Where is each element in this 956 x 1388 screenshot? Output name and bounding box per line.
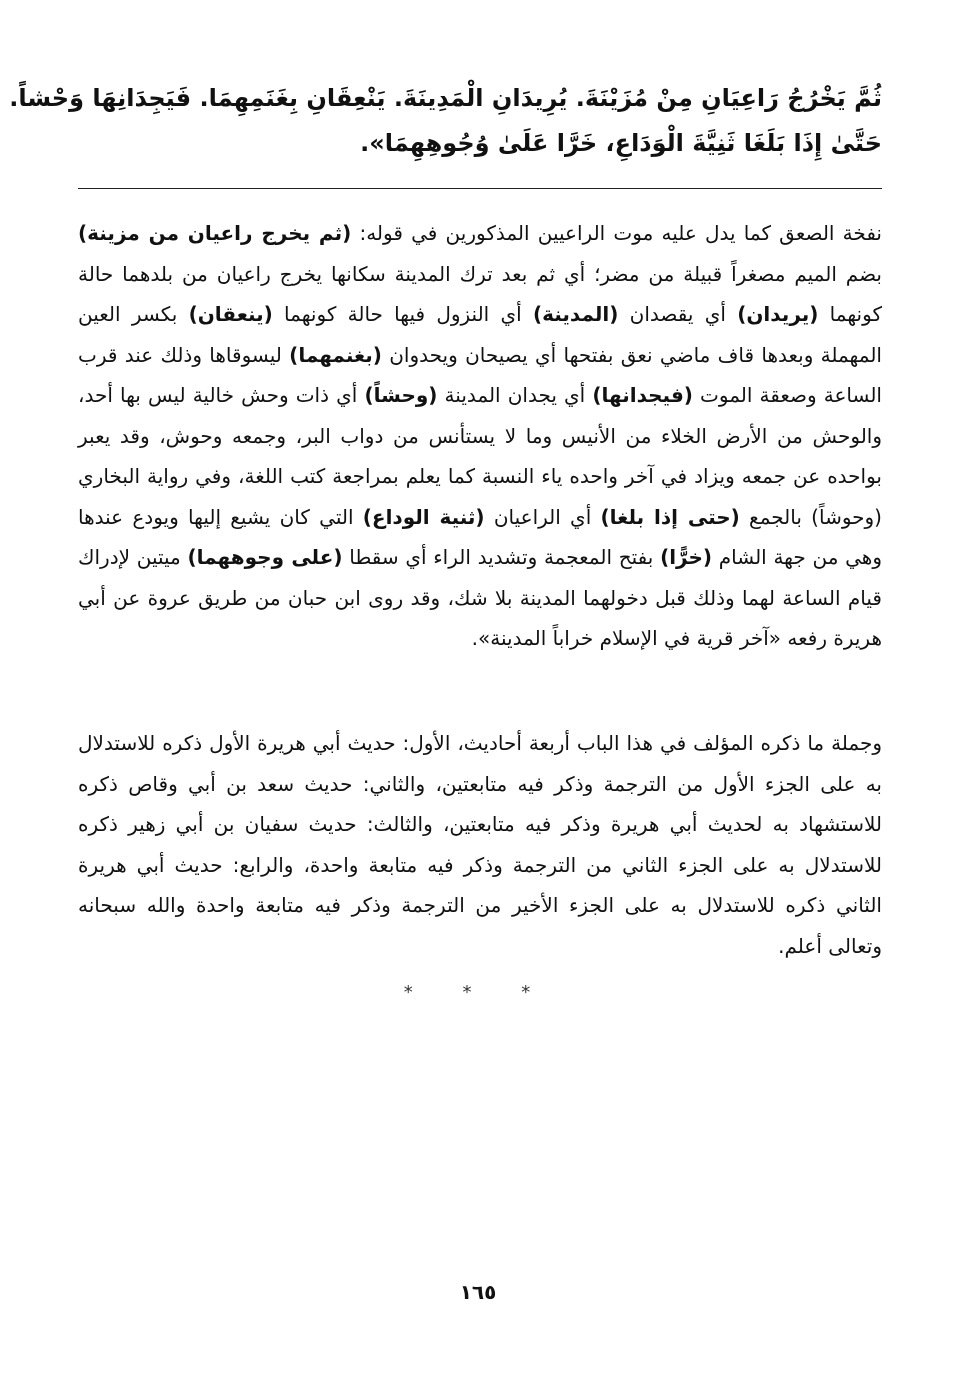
page-number: ١٦٥ <box>459 1280 497 1304</box>
hadith-text <box>9 76 882 166</box>
commentary-segment: أي يجدان المدينة <box>437 383 593 407</box>
quoted-phrase: (ثنية الوداع) <box>362 504 485 529</box>
quoted-phrase: (المدينة) <box>532 302 619 326</box>
commentary-segment: بفتح المعجمة وتشديد الراء أي سقطا <box>342 545 661 569</box>
commentary-paragraph-1 <box>78 213 882 659</box>
commentary-segment: ميتين لإدراك قيام الساعة لهما وذلك قبل دخولهما المدينة بلا شك، وقد روى ابن حبان من طريق عروة عن أبي هريرة رفعه «آخر قرية في الإسلام خراباً المدينة». <box>78 545 882 650</box>
hadith-line-2: حَتَّىٰ إِذَا بَلَغَا ثَنِيَّةَ الْوَدَاعِ، خَرَّا عَلَىٰ وُجُوهِهِمَا». <box>360 129 882 157</box>
commentary-segment: أي يقصدان <box>618 302 738 326</box>
quoted-phrase: (ثم يخرج راعيان من مزينة) <box>78 221 352 245</box>
commentary-paragraph-2: وجملة ما ذكره المؤلف في هذا الباب أربعة أحاديث، الأول: حديث أبي هريرة الأول ذكره للاستدلال به على الجزء الأول من الترجمة وذكر فيه متابعتين، والثاني: حديث سعد بن أبي وقاص ذكره للاستشهاد به لحديث أبي هريرة وذكر فيه متابعتين، والثالث: حديث سفيان بن أبي زهير ذكره للاستدلال به على الجزء الثاني من الترجمة وذكر فيه متابعة واحدة، والرابع: حديث أبي هريرة الثاني ذكره للاستدلال به على الجزء الأخير من الترجمة وذكر فيه متابعة واحدة والله سبحانه وتعالى أعلم. <box>78 731 882 958</box>
quoted-phrase: (بغنمهما) <box>289 342 382 367</box>
quoted-phrase: (فيجدانها) <box>592 383 693 407</box>
commentary-segment: أي ذات وحش خالية ليس بها أحد، والوحش من الأرض الخلاء من الأنيس وما لا يستأنس من دواب البر، وجمعه وحوش، وقد يعبر بواحده عن جمعه ويزاد في آخر واحده ياء النسبة كما يعلم بمراجعة كتب اللغة، وفي رواية البخاري (وحوشاً) بالجمع <box>78 383 882 529</box>
divider-line <box>78 188 882 189</box>
section-separator: * * * <box>403 982 553 1003</box>
quoted-phrase: (ينعقان) <box>188 302 273 326</box>
quoted-phrase: (خرًّا) <box>660 545 713 569</box>
commentary-segment: بكسر العين المهملة وبعدها قاف ماضي نعق بفتحها أي يصيحان ويحدوان <box>78 302 882 367</box>
hadith-line-1: ثُمَّ يَخْرُجُ رَاعِيَانِ مِنْ مُزَيْنَةَ. يُرِيدَانِ الْمَدِينَةَ. يَنْعِقَانِ بِغَنَمِهِمَا. فَيَجِدَانِهَا وَحْشاً. <box>9 84 882 112</box>
commentary-segment: أي الراعيان <box>484 504 601 529</box>
quoted-phrase: (على وجوههما) <box>187 545 343 569</box>
commentary-segment: التي كان يشيع إليها ويودع عندها وهي من جهة الشام <box>78 504 882 569</box>
quoted-phrase: (حتى إذا بلغا) <box>600 504 740 529</box>
commentary-segment: أي النزول فيها حالة كونهما <box>272 302 533 326</box>
commentary-segment: ليسوقاها وذلك عند قرب الساعة وصعقة الموت <box>78 342 882 407</box>
commentary-segment: بضم الميم مصغراً قبيلة من مضر؛ أي ثم بعد ترك المدينة سكانها يخرج راعيان من بلدهما حالة كونهما <box>78 261 882 326</box>
commentary-segment: نفخة الصعق كما يدل عليه موت الراعيين المذكورين في قوله: <box>351 221 883 245</box>
quoted-phrase: (وحشاً) <box>364 383 438 407</box>
quoted-phrase: (يريدان) <box>737 302 819 326</box>
